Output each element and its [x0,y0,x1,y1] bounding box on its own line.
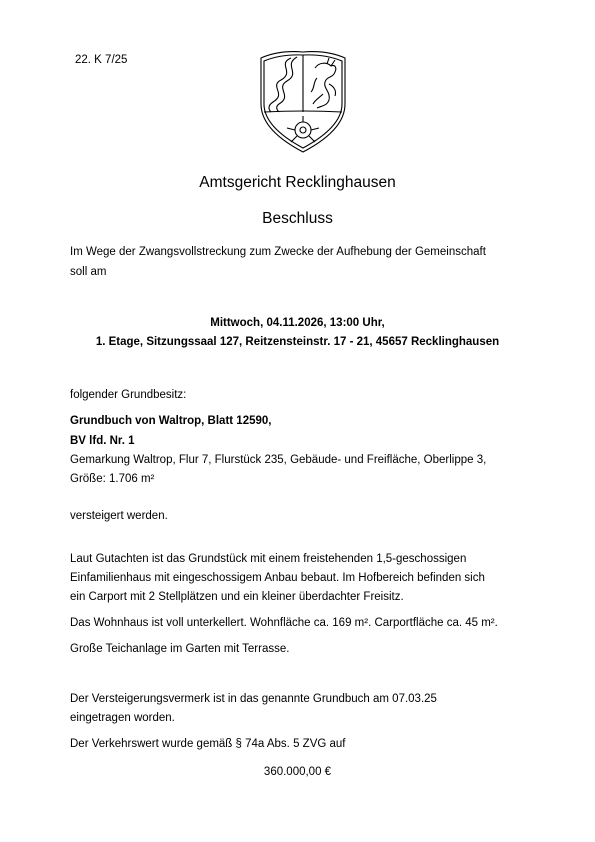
case-number: 22. K 7/25 [75,54,128,66]
property-size: Größe: 1.706 m² [70,473,155,485]
intro-line: Im Wege der Zwangsvollstreckung zum Zwecke der Aufhebung der Gemeinschaft [70,246,486,258]
appraisal-line: Große Teichanlage im Garten mit Terrasse. [70,643,290,655]
land-register: Grundbuch von Waltrop, Blatt 12590, [70,415,272,427]
registration-line: Der Versteigerungsvermerk ist in das genannte Grundbuch am 07.03.25 [70,693,437,705]
auction-datetime: Mittwoch, 04.11.2026, 13:00 Uhr, [210,317,385,329]
intro-line: soll am [70,266,107,278]
document-title: Beschluss [262,210,333,227]
property-intro: folgender Grundbesitz: [70,389,187,401]
appraisal-line: ein Carport mit 2 Stellplätzen und ein kleiner überdachter Freisitz. [70,591,404,603]
court-name: Amtsgericht Recklinghausen [199,174,396,191]
market-value: 360.000,00 € [263,766,332,778]
appraisal-line: Einfamilienhaus mit eingeschossigem Anbau bebaut. Im Hofbereich befinden sich [70,572,485,584]
auction-location: 1. Etage, Sitzungssaal 127, Reitzensteinstr. 17 - 21, 45657 Recklinghausen [95,336,500,348]
market-value-line: Der Verkehrswert wurde gemäß § 74a Abs. 5 ZVG auf [70,738,346,750]
appraisal-line: Laut Gutachten ist das Grundstück mit einem freistehenden 1,5-geschossigen [70,553,467,565]
inventory-item: BV lfd. Nr. 1 [70,435,135,447]
coat-of-arms-icon [257,48,349,154]
property-description: Gemarkung Waltrop, Flur 7, Flurstück 235, Gebäude- und Freifläche, Oberlippe 3, [70,454,487,466]
registration-line: eingetragen worden. [70,712,175,724]
auction-outcome: versteigert werden. [70,510,168,522]
appraisal-line: Das Wohnhaus ist voll unterkellert. Wohnfläche ca. 169 m². Carportfläche ca. 45 m². [70,617,498,629]
